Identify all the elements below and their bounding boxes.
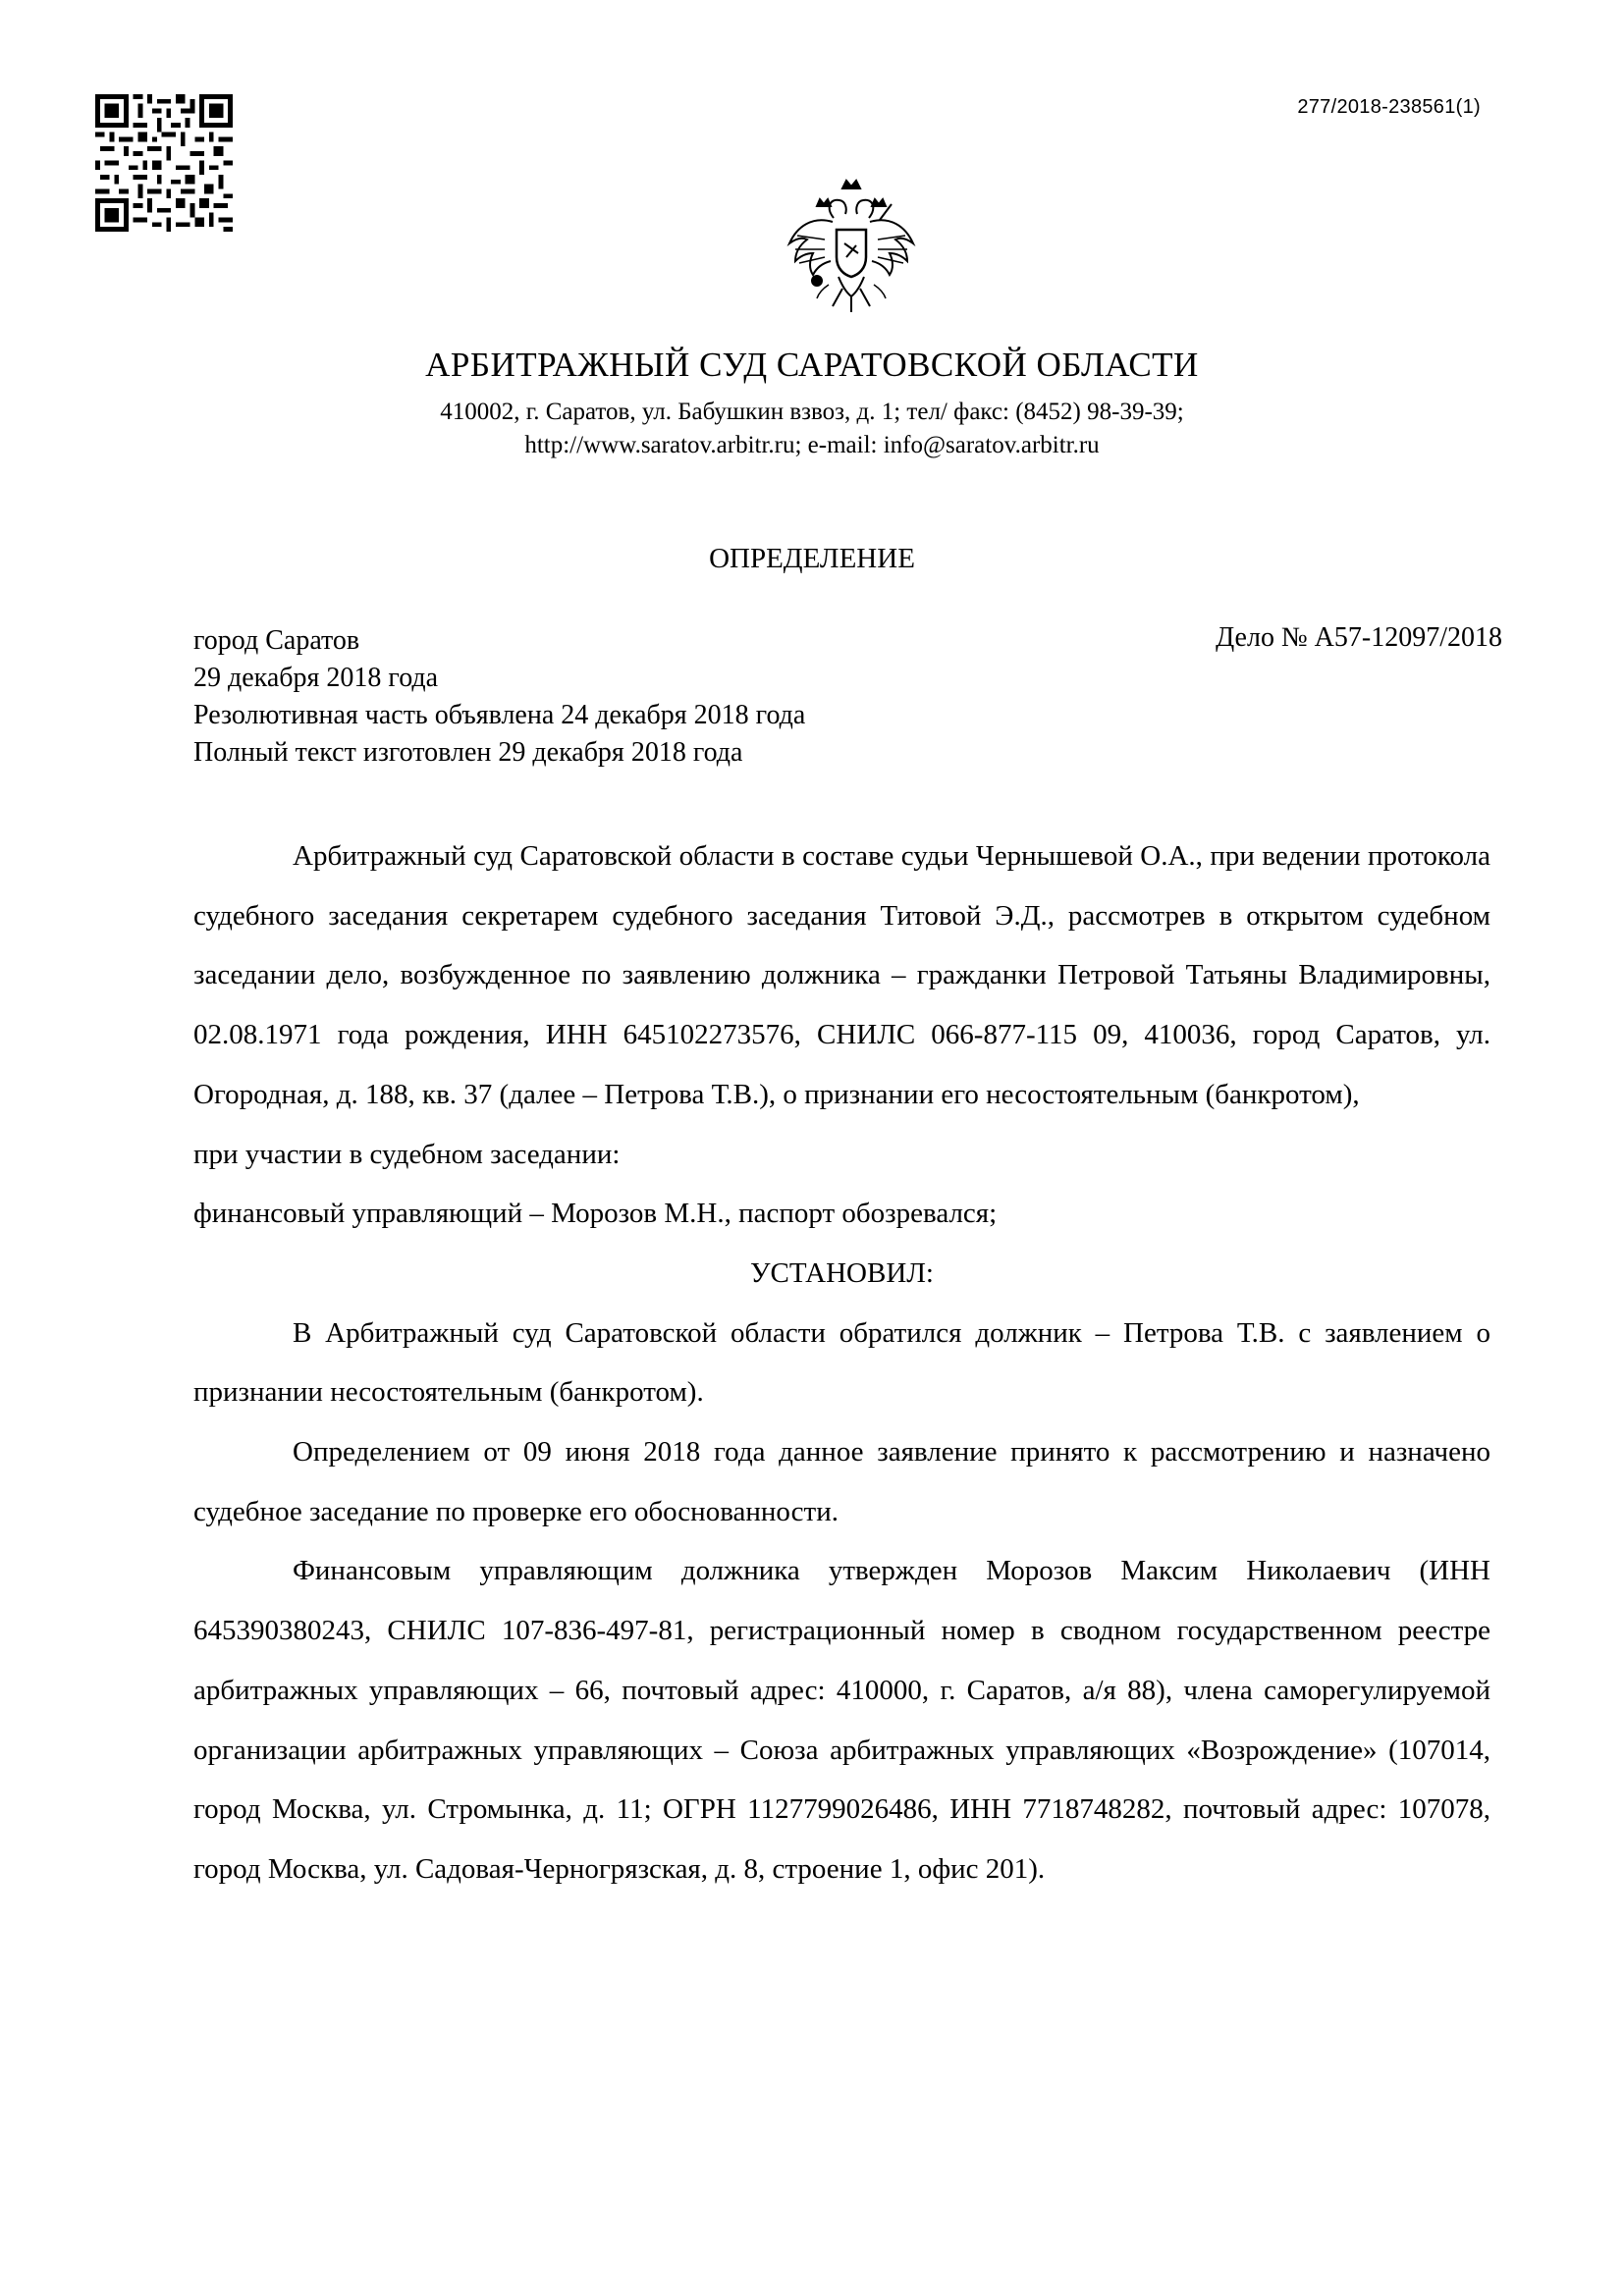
case-number: Дело № А57-12097/2018 xyxy=(1216,622,1502,653)
paragraph-manager: финансовый управляющий – Морозов М.Н., паспорт обозревался; xyxy=(193,1198,998,1230)
paragraph-composition: Арбитражный суд Саратовской области в составе судьи Чернышевой О.А., при ведении протокола судебного заседания секретарем судебного заседания Титовой Э.Д., рассмотрев в открытом судебном заседании дело, возбужденное по заявлению должника – гражданки Петровой Татьяны Владимировны, 02.08.1971 года рождения, ИНН 645102273576, СНИЛС 066-877-115 09, 410036, город Саратов, ул. Огородная, д. 188, кв. 37 (далее – Петрова Т.В.), о признании его несостоятельным (банкротом), xyxy=(193,840,1490,1110)
paragraph-financial-manager: Финансовым управляющим должника утвержден Морозов Максим Николаевич (ИНН 645390380243, СНИЛС 107-836-497-81, регистрационный номер в сводном государственном реестре арбитражных управляющих – 66, почтовый адрес: 410000, г. Саратов, а/я 88), члена саморегулируемой организации арбитражных управляющих – Союза арбитражных управляющих «Возрождение» (107014, город Москва, ул. Стромынка, д. 11; ОГРН 1127799026486, ИНН 7718748282, почтовый адрес: 107078, город Москва, ул. Садовая-Черногрязская, д. 8, строение 1, офис 201). xyxy=(193,1555,1490,1885)
document-type: ОПРЕДЕЛЕНИЕ xyxy=(709,543,915,574)
city: город Саратов xyxy=(193,625,360,656)
paragraph-acceptance: Определением от 09 июня 2018 года данное заявление принято к рассмотрению и назначено судебное заседание по проверке его обоснованности. xyxy=(193,1436,1490,1527)
document-date: 29 декабря 2018 года xyxy=(193,663,439,693)
document-id: 277/2018-238561(1) xyxy=(1297,96,1481,118)
resolution-announced: Резолютивная часть объявлена 24 декабря 2018 года xyxy=(193,700,806,730)
full-text-prepared: Полный текст изготовлен 29 декабря 2018 года xyxy=(193,737,743,768)
court-contacts: http://www.saratov.arbitr.ru; e-mail: info@saratov.arbitr.ru xyxy=(524,432,1100,458)
paragraph-participation: при участии в судебном заседании: xyxy=(193,1138,621,1170)
coat-of-arms-icon xyxy=(778,175,925,322)
qr-code-icon xyxy=(95,94,233,232)
court-name: АРБИТРАЖНЫЙ СУД САРАТОВСКОЙ ОБЛАСТИ xyxy=(425,346,1199,384)
paragraph-application: В Арбитражный суд Саратовской области обратился должник – Петрова Т.В. с заявлением о признании несостоятельным (банкротом). xyxy=(193,1316,1490,1409)
court-address: 410002, г. Саратов, ул. Бабушкин взвоз, д. 1; тел/ факс: (8452) 98-39-39; xyxy=(440,399,1184,425)
document-body xyxy=(193,827,1490,1899)
section-heading-established: УСТАНОВИЛ: xyxy=(750,1256,934,1289)
